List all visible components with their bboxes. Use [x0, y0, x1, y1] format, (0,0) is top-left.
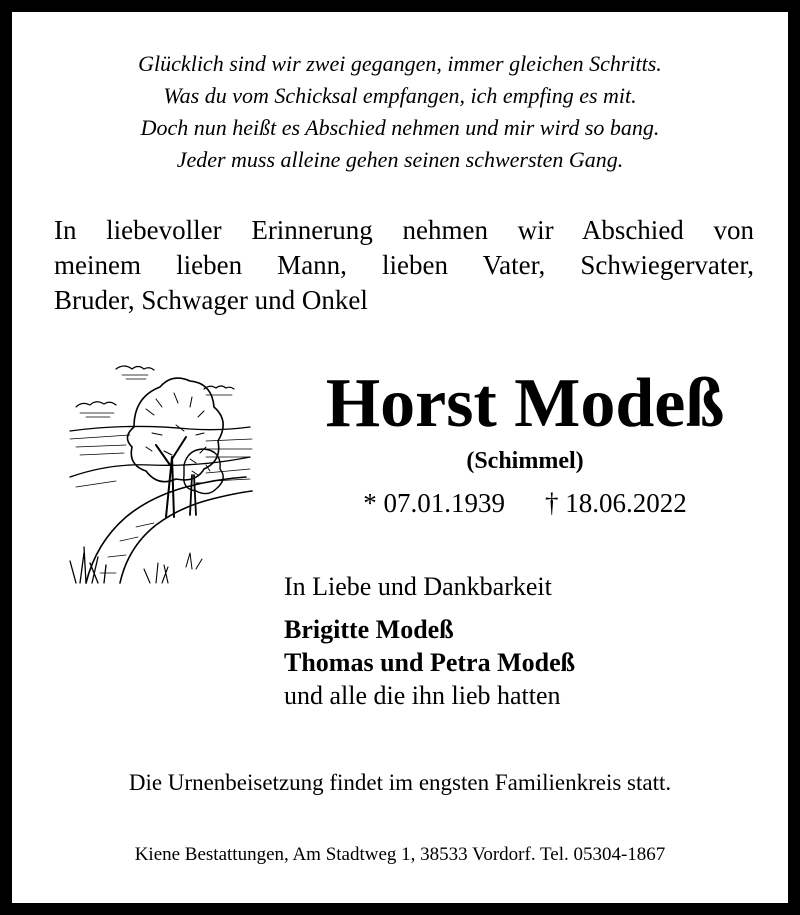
birth-date: * 07.01.1939: [363, 488, 505, 518]
poem-line-4: Jeder muss alleine gehen seinen schwersten Gang.: [176, 147, 624, 172]
ceremony-note: Die Urnenbeisetzung findet im engsten Familienkreis statt.: [128, 770, 672, 795]
poem-line-1: Glücklich sind wir zwei gegangen, immer gleichen Schritts.: [138, 51, 662, 76]
thanks-line: In Liebe und Dankbarkeit: [284, 572, 552, 601]
mourners-block: [284, 570, 764, 712]
death-date: † 18.06.2022: [545, 488, 687, 518]
intro-text: [54, 213, 754, 318]
life-dates: [262, 485, 788, 521]
mourners-others: und alle die ihn lieb hatten: [284, 681, 561, 710]
undertaker-info: Kiene Bestattungen, Am Stadtweg 1, 38533 Vordorf. Tel. 05304-1867: [134, 844, 666, 865]
intro-line-2: meinem lieben Mann, lieben Vater, Schwiegervater,: [54, 250, 754, 280]
deceased-nickname: (Schimmel): [466, 448, 584, 474]
mourner-name-1: Brigitte Modeß: [284, 615, 454, 644]
obituary-notice: [12, 12, 788, 903]
poem: [12, 48, 788, 176]
deceased-name: Horst Modeß: [325, 365, 725, 442]
landscape-tree-icon: [56, 347, 256, 587]
intro-line-1: In liebevoller Erinnerung nehmen wir Abschied von: [54, 215, 754, 245]
mourner-name-2: Thomas und Petra Modeß: [284, 648, 576, 677]
poem-line-3: Doch nun heißt es Abschied nehmen und mir wird so bang.: [140, 115, 660, 140]
intro-line-3: Bruder, Schwager und Onkel: [54, 285, 368, 315]
poem-line-2: Was du vom Schicksal empfangen, ich empfing es mit.: [163, 83, 637, 108]
